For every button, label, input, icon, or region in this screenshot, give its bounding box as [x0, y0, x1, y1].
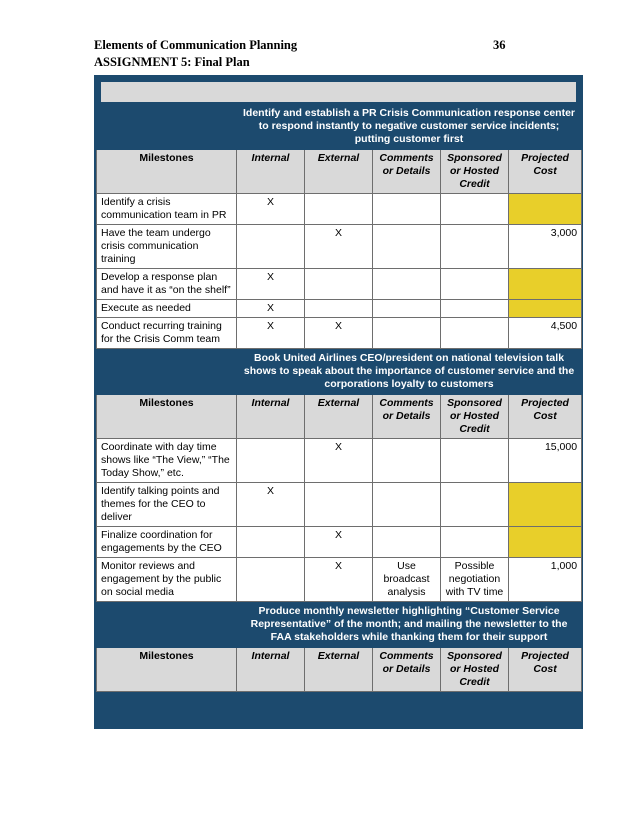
- column-header-projected: Projected Cost: [509, 648, 582, 692]
- goal-row: [97, 602, 582, 648]
- external-cell: [305, 194, 373, 225]
- column-header-internal: Internal: [237, 150, 305, 194]
- comments-cell: [373, 225, 441, 269]
- comments-cell: Use broadcast analysis: [373, 558, 441, 602]
- sponsored-cell: [441, 318, 509, 349]
- table-row: [97, 439, 582, 483]
- table-row: [97, 269, 582, 300]
- table-row: [97, 483, 582, 527]
- column-header-external: External: [305, 648, 373, 692]
- goal-blank-cell: [97, 104, 237, 150]
- table-row: [97, 300, 582, 318]
- goal-text: Produce monthly newsletter highlighting “Customer Service Representative” of the month; and mailing the newsletter to the FAA stakeholders while thanking them for their support: [237, 602, 582, 648]
- comments-cell: [373, 194, 441, 225]
- column-header-internal: Internal: [237, 395, 305, 439]
- milestone-cell: Develop a response plan and have it as “on the shelf”: [97, 269, 237, 300]
- milestone-cell: Identify a crisis communication team in PR: [97, 194, 237, 225]
- column-header-row: [97, 395, 582, 439]
- comments-cell: [373, 300, 441, 318]
- external-cell: X: [305, 225, 373, 269]
- milestone-cell: Coordinate with day time shows like “The View,” “The Today Show,” etc.: [97, 439, 237, 483]
- milestone-cell: Execute as needed: [97, 300, 237, 318]
- internal-cell: X: [237, 483, 305, 527]
- projected-cost-cell: [509, 527, 582, 558]
- milestone-cell: Finalize coordination for engagements by the CEO: [97, 527, 237, 558]
- table-row: [97, 194, 582, 225]
- column-header-row: [97, 648, 582, 692]
- projected-cost-cell: [509, 269, 582, 300]
- milestone-cell: Have the team undergo crisis communication training: [97, 225, 237, 269]
- external-cell: X: [305, 439, 373, 483]
- projected-cost-cell: 1,000: [509, 558, 582, 602]
- comments-cell: [373, 439, 441, 483]
- internal-cell: X: [237, 194, 305, 225]
- column-header-row: [97, 150, 582, 194]
- projected-cost-cell: [509, 194, 582, 225]
- comments-cell: [373, 269, 441, 300]
- table-row: [97, 527, 582, 558]
- column-header-sponsored: Sponsored or Hosted Credit: [441, 150, 509, 194]
- column-header-external: External: [305, 150, 373, 194]
- table-row: [97, 318, 582, 349]
- internal-cell: [237, 527, 305, 558]
- projected-cost-cell: [509, 300, 582, 318]
- projected-cost-cell: [509, 483, 582, 527]
- document-title: Elements of Communication Planning: [94, 38, 298, 52]
- projected-cost-cell: 15,000: [509, 439, 582, 483]
- external-cell: X: [305, 318, 373, 349]
- internal-cell: [237, 225, 305, 269]
- comments-cell: [373, 318, 441, 349]
- goal-blank-cell: [97, 602, 237, 648]
- internal-cell: X: [237, 269, 305, 300]
- sponsored-cell: [441, 439, 509, 483]
- assignment-heading: ASSIGNMENT 5: Final Plan: [94, 55, 250, 69]
- comments-cell: [373, 527, 441, 558]
- sponsored-cell: [441, 194, 509, 225]
- table-top-bar: [100, 81, 577, 103]
- internal-cell: X: [237, 300, 305, 318]
- projected-cost-cell: 4,500: [509, 318, 582, 349]
- internal-cell: [237, 439, 305, 483]
- comments-cell: [373, 483, 441, 527]
- external-cell: X: [305, 558, 373, 602]
- goal-row: [97, 104, 582, 150]
- goal-text: Identify and establish a PR Crisis Communication response center to respond instantly to negative customer service incidents; putting customer first: [237, 104, 582, 150]
- column-header-comments: Comments or Details: [373, 150, 441, 194]
- sponsored-cell: [441, 527, 509, 558]
- final-plan-table: [96, 103, 582, 692]
- sponsored-cell: [441, 225, 509, 269]
- column-header-sponsored: Sponsored or Hosted Credit: [441, 395, 509, 439]
- sponsored-cell: [441, 483, 509, 527]
- milestone-cell: Monitor reviews and engagement by the public on social media: [97, 558, 237, 602]
- sponsored-cell: [441, 269, 509, 300]
- column-header-comments: Comments or Details: [373, 648, 441, 692]
- column-header-milestones: Milestones: [97, 150, 237, 194]
- page-number: 36: [493, 38, 506, 52]
- internal-cell: [237, 558, 305, 602]
- internal-cell: X: [237, 318, 305, 349]
- external-cell: [305, 300, 373, 318]
- projected-cost-cell: 3,000: [509, 225, 582, 269]
- table-row: [97, 558, 582, 602]
- goal-blank-cell: [97, 349, 237, 395]
- sponsored-cell: Possible negotiation with TV time: [441, 558, 509, 602]
- sponsored-cell: [441, 300, 509, 318]
- column-header-projected: Projected Cost: [509, 150, 582, 194]
- external-cell: X: [305, 527, 373, 558]
- column-header-milestones: Milestones: [97, 395, 237, 439]
- column-header-milestones: Milestones: [97, 648, 237, 692]
- column-header-external: External: [305, 395, 373, 439]
- column-header-projected: Projected Cost: [509, 395, 582, 439]
- goal-text: Book United Airlines CEO/president on national television talk shows to speak about the importance of customer service and the corporations loyalty to customers: [237, 349, 582, 395]
- column-header-internal: Internal: [237, 648, 305, 692]
- external-cell: [305, 269, 373, 300]
- milestone-cell: Identify talking points and themes for the CEO to deliver: [97, 483, 237, 527]
- goal-row: [97, 349, 582, 395]
- column-header-comments: Comments or Details: [373, 395, 441, 439]
- column-header-sponsored: Sponsored or Hosted Credit: [441, 648, 509, 692]
- external-cell: [305, 483, 373, 527]
- milestone-cell: Conduct recurring training for the Crisis Comm team: [97, 318, 237, 349]
- table-row: [97, 225, 582, 269]
